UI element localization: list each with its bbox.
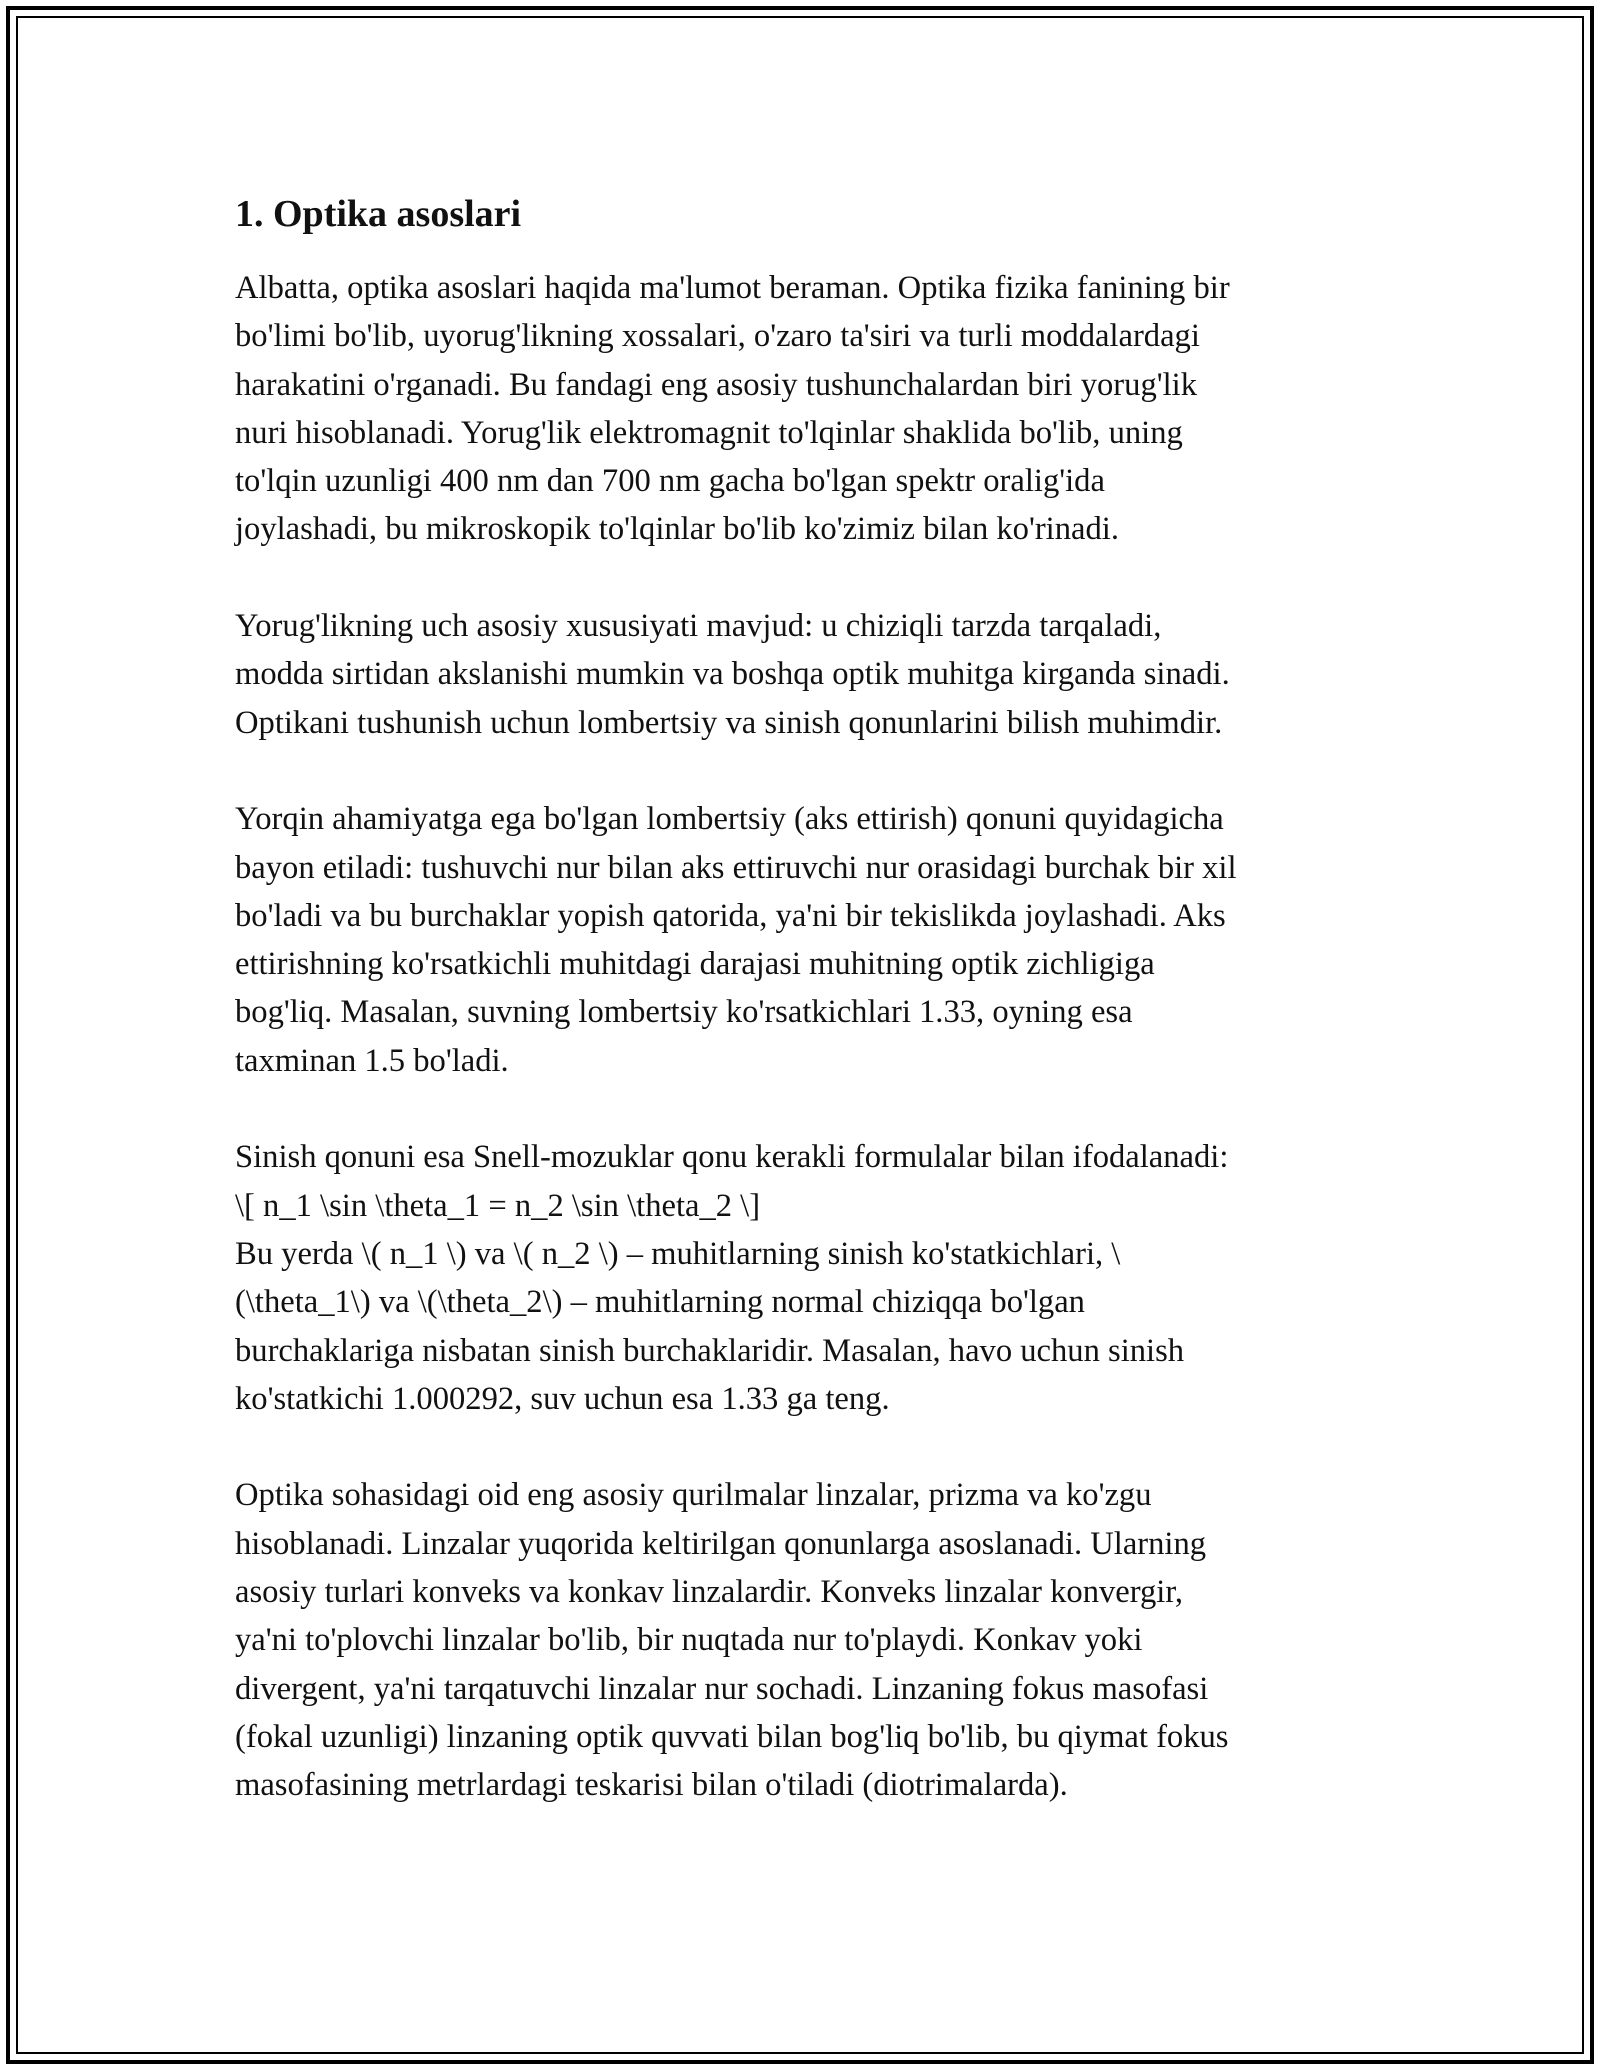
- paragraph-line: bo'ladi va bu burchaklar yopish qatorida, ya'ni bir tekislikda joylashadi. Aks: [235, 897, 1226, 934]
- paragraph-line: bog'liq. Masalan, suvning lombertsiy ko'rsatkichlari 1.33, oyning esa: [235, 994, 1133, 1031]
- paragraph-line: Yorqin ahamiyatga ega bo'lgan lombertsiy (aks ettirish) qonuni quyidagicha: [235, 801, 1224, 838]
- paragraph-properties: [235, 602, 1375, 747]
- paragraph-line: Optikani tushunish uchun lombertsiy va sinish qonunlarini bilish muhimdir.: [235, 704, 1223, 741]
- paragraph-line: masofasining metrlardagi teskarisi bilan o'tiladi (diotrimalarda).: [235, 1767, 1068, 1804]
- paragraph-line: asosiy turlari konveks va konkav linzalardir. Konveks linzalar konvergir,: [235, 1574, 1184, 1611]
- paragraph-line: Albatta, optika asoslari haqida ma'lumot beraman. Optika fizika fanining bir: [235, 270, 1230, 306]
- paragraph-line: ko'statkichi 1.000292, suv uchun esa 1.33 ga teng.: [235, 1380, 890, 1417]
- document-body: [235, 188, 1375, 1858]
- paragraph-line: Sinish qonuni esa Snell-mozuklar qonu kerakli formulalar bilan ifodalanadi:: [235, 1139, 1229, 1176]
- paragraph-reflection-law: [235, 795, 1375, 1085]
- section-heading: 1. Optika asoslari: [235, 193, 522, 235]
- paragraph-line: hisoblanadi. Linzalar yuqorida keltirilgan qonunlarga asoslanadi. Ularning: [235, 1525, 1207, 1562]
- paragraph-line: Optika sohasidagi oid eng asosiy qurilmalar linzalar, prizma va ko'zgu: [235, 1477, 1152, 1514]
- paragraph-line: (\theta_1\) va \(\theta_2\) – muhitlarning normal chiziqqa bo'lgan: [235, 1284, 1085, 1321]
- paragraph-line: bo'limi bo'lib, uyorug'likning xossalari, o'zaro ta'siri va turli moddalardagi: [235, 318, 1200, 355]
- paragraph-lenses: [235, 1471, 1375, 1809]
- paragraph-line: nuri hisoblanadi. Yorug'lik elektromagnit to'lqinlar shaklida bo'lib, uning: [235, 414, 1183, 451]
- paragraph-line: bayon etiladi: tushuvchi nur bilan aks ettiruvchi nur orasidagi burchak bir xil: [235, 849, 1237, 886]
- paragraph-line: Bu yerda \( n_1 \) va \( n_2 \) – muhitlarning sinish ko'statkichlari, \: [235, 1235, 1121, 1272]
- paragraph-line: divergent, ya'ni tarqatuvchi linzalar nur sochadi. Linzaning fokus masofasi: [235, 1670, 1209, 1707]
- paragraph-refraction-law: [235, 1133, 1375, 1423]
- paragraph-line: harakatini o'rganadi. Bu fandagi eng asosiy tushunchalardan biri yorug'lik: [235, 366, 1197, 403]
- paragraph-line: taxminan 1.5 bo'ladi.: [235, 1042, 509, 1079]
- paragraph-line: to'lqin uzunligi 400 nm dan 700 nm gacha bo'lgan spektr oralig'ida: [235, 463, 1105, 500]
- paragraph-line: ettirishning ko'rsatkichli muhitdagi darajasi muhitning optik zichligiga: [235, 946, 1155, 983]
- paragraph-intro: [235, 264, 1375, 554]
- paragraph-line: modda sirtidan akslanishi mumkin va boshqa optik muhitga kirganda sinadi.: [235, 656, 1230, 693]
- paragraph-line: joylashadi, bu mikroskopik to'lqinlar bo'lib ko'zimiz bilan ko'rinadi.: [235, 511, 1119, 548]
- paragraph-line: (fokal uzunligi) linzaning optik quvvati bilan bog'liq bo'lib, bu qiymat fokus: [235, 1718, 1229, 1755]
- formula-line: \[ n_1 \sin \theta_1 = n_2 \sin \theta_2 \]: [235, 1187, 761, 1224]
- paragraph-line: ya'ni to'plovchi linzalar bo'lib, bir nuqtada nur to'playdi. Konkav yoki: [235, 1622, 1143, 1659]
- paragraph-line: burchaklariga nisbatan sinish burchaklaridir. Masalan, havo uchun sinish: [235, 1332, 1185, 1369]
- paragraph-line: Yorug'likning uch asosiy xususiyati mavjud: u chiziqli tarzda tarqaladi,: [235, 608, 1162, 645]
